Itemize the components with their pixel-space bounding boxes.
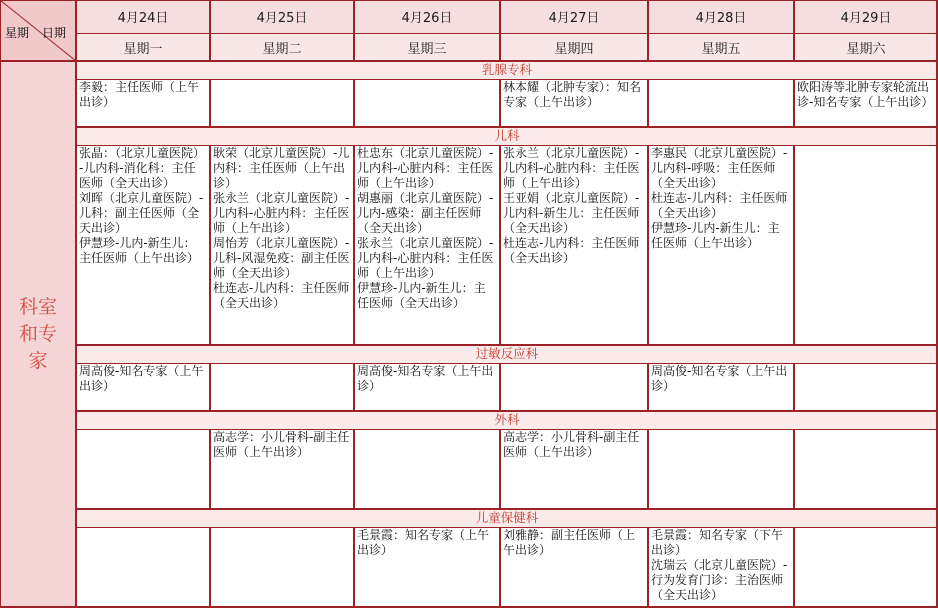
weekday-header: 星期二: [210, 33, 354, 61]
schedule-cell: 周高俊-知名专家（上午出诊）: [76, 363, 210, 411]
grid-vline: [647, 79, 649, 127]
grid-vline: [353, 0, 355, 61]
grid-vline: [353, 363, 355, 411]
department-band: 外科: [76, 411, 938, 429]
schedule-cell: [794, 527, 938, 608]
schedule-cell: [354, 79, 500, 127]
schedule-cell: 杜忠东（北京儿童医院）-儿内科-心脏内科：主任医师（上午出诊） 胡惠丽（北京儿童医院）-儿内-感染：副主任医师（全天出诊） 张永兰（北京儿童医院）-儿内科-心脏内科：主任医师（上午出诊） 伊慧珍-儿内-新生儿：主任医师（全天出诊）: [354, 145, 500, 345]
date-header: 4月28日: [648, 0, 794, 33]
grid-hline: [76, 60, 938, 62]
schedule-cell: 高志学：小儿骨科-副主任医师（上午出诊）: [500, 429, 648, 509]
grid-hline: [76, 429, 938, 430]
corner-date-label: 日期: [42, 26, 67, 40]
grid-vline: [647, 363, 649, 411]
schedule-cell: 毛景霞：知名专家（下午出诊） 沈瑞云（北京儿童医院）-行为发育门诊：主治医师（全天出诊）: [648, 527, 794, 608]
grid-vline: [0, 0, 1, 608]
sidebar-label: 科室 和专 家: [0, 61, 76, 608]
weekday-header: 星期三: [354, 33, 500, 61]
grid-vline: [353, 145, 355, 345]
grid-vline: [499, 363, 501, 411]
grid-vline: [209, 145, 211, 345]
date-header: 4月25日: [210, 0, 354, 33]
grid-vline: [793, 79, 795, 127]
date-header: 4月29日: [794, 0, 938, 33]
grid-vline: [499, 145, 501, 345]
grid-vline: [209, 429, 211, 509]
grid-vline: [353, 79, 355, 127]
corner-weekday-label: 星期: [5, 26, 30, 40]
schedule-cell: [648, 429, 794, 509]
date-header: 4月24日: [76, 0, 210, 33]
grid-vline: [647, 527, 649, 608]
weekday-header: 星期六: [794, 33, 938, 61]
schedule-cell: 耿荣（北京儿童医院）-儿内科：主任医师（上午出诊） 张永兰（北京儿童医院）-儿内科-心脏内科：主任医师（上午出诊） 周怡芳（北京儿童医院）-儿科-风湿免疫：副主任医师（全天出诊） 杜连志-儿内科：主任医师（全天出诊）: [210, 145, 354, 345]
date-header: 4月26日: [354, 0, 500, 33]
schedule-cell: [794, 145, 938, 345]
grid-vline: [793, 0, 795, 61]
schedule-cell: [648, 79, 794, 127]
schedule-cell: 周高俊-知名专家（上午出诊）: [354, 363, 500, 411]
schedule-cell: 周高俊-知名专家（上午出诊）: [648, 363, 794, 411]
department-band: 儿童保健科: [76, 509, 938, 527]
grid-hline: [76, 33, 938, 34]
grid-vline: [647, 0, 649, 61]
grid-vline: [793, 527, 795, 608]
schedule-cell: 李毅：主任医师（上午出诊）: [76, 79, 210, 127]
grid-vline: [209, 79, 211, 127]
schedule-cell: [210, 79, 354, 127]
schedule-cell: [500, 363, 648, 411]
grid-vline: [209, 0, 211, 61]
schedule-cell: 李惠民（北京儿童医院）-儿内科-呼吸：主任医师（全天出诊） 杜连志-儿内科：主任医师（全天出诊） 伊慧珍-儿内-新生儿：主任医师（上午出诊）: [648, 145, 794, 345]
grid-hline: [76, 79, 938, 80]
schedule-cell: 张晶：（北京儿童医院）-儿内科-消化科：主任医师（全天出诊） 刘晖（北京儿童医院）-儿科：副主任医师（全天出诊） 伊慧珍-儿内-新生儿：主任医师（上午出诊）: [76, 145, 210, 345]
grid-hline: [76, 410, 938, 412]
grid-vline: [647, 429, 649, 509]
grid-vline: [499, 527, 501, 608]
schedule-cell: [76, 527, 210, 608]
schedule-cell: 张永兰（北京儿童医院）-儿内科-心脏内科：主任医师（上午出诊） 王亚娟（北京儿童医院）-儿内科-新生儿：主任医师（全天出诊） 杜连志-儿内科：主任医师（全天出诊）: [500, 145, 648, 345]
grid-hline: [0, 0, 938, 1]
corner-header: [0, 0, 76, 61]
date-header: 4月27日: [500, 0, 648, 33]
schedule-cell: [794, 429, 938, 509]
grid-hline: [76, 363, 938, 364]
grid-vline: [75, 0, 77, 608]
department-band: 过敏反应科: [76, 345, 938, 363]
grid-hline: [76, 508, 938, 510]
grid-hline: [76, 126, 938, 128]
grid-vline: [209, 527, 211, 608]
schedule-cell: [794, 363, 938, 411]
schedule-cell: 刘雅静：副主任医师（上午出诊）: [500, 527, 648, 608]
grid-vline: [647, 145, 649, 345]
grid-vline: [793, 145, 795, 345]
grid-hline: [76, 344, 938, 346]
weekday-header: 星期四: [500, 33, 648, 61]
grid-hline: [76, 527, 938, 528]
schedule-cell: [210, 527, 354, 608]
grid-vline: [209, 363, 211, 411]
grid-vline: [353, 527, 355, 608]
grid-vline: [499, 79, 501, 127]
grid-vline: [353, 429, 355, 509]
department-band: 乳腺专科: [76, 61, 938, 79]
weekday-header: 星期一: [76, 33, 210, 61]
schedule-cell: [76, 429, 210, 509]
schedule-cell: [210, 363, 354, 411]
grid-vline: [793, 429, 795, 509]
department-band: 儿科: [76, 127, 938, 145]
schedule-cell: 高志学：小儿骨科-副主任医师（上午出诊）: [210, 429, 354, 509]
grid-hline: [76, 145, 938, 146]
grid-vline: [499, 0, 501, 61]
grid-vline: [793, 363, 795, 411]
schedule-cell: [354, 429, 500, 509]
grid-vline: [499, 429, 501, 509]
schedule-cell: 欧阳涛等北肿专家轮流出诊-知名专家（上午出诊）: [794, 79, 938, 127]
schedule-cell: 林本耀（北肿专家）：知名专家（上午出诊）: [500, 79, 648, 127]
schedule-cell: 毛景霞：知名专家（上午出诊）: [354, 527, 500, 608]
weekday-header: 星期五: [648, 33, 794, 61]
